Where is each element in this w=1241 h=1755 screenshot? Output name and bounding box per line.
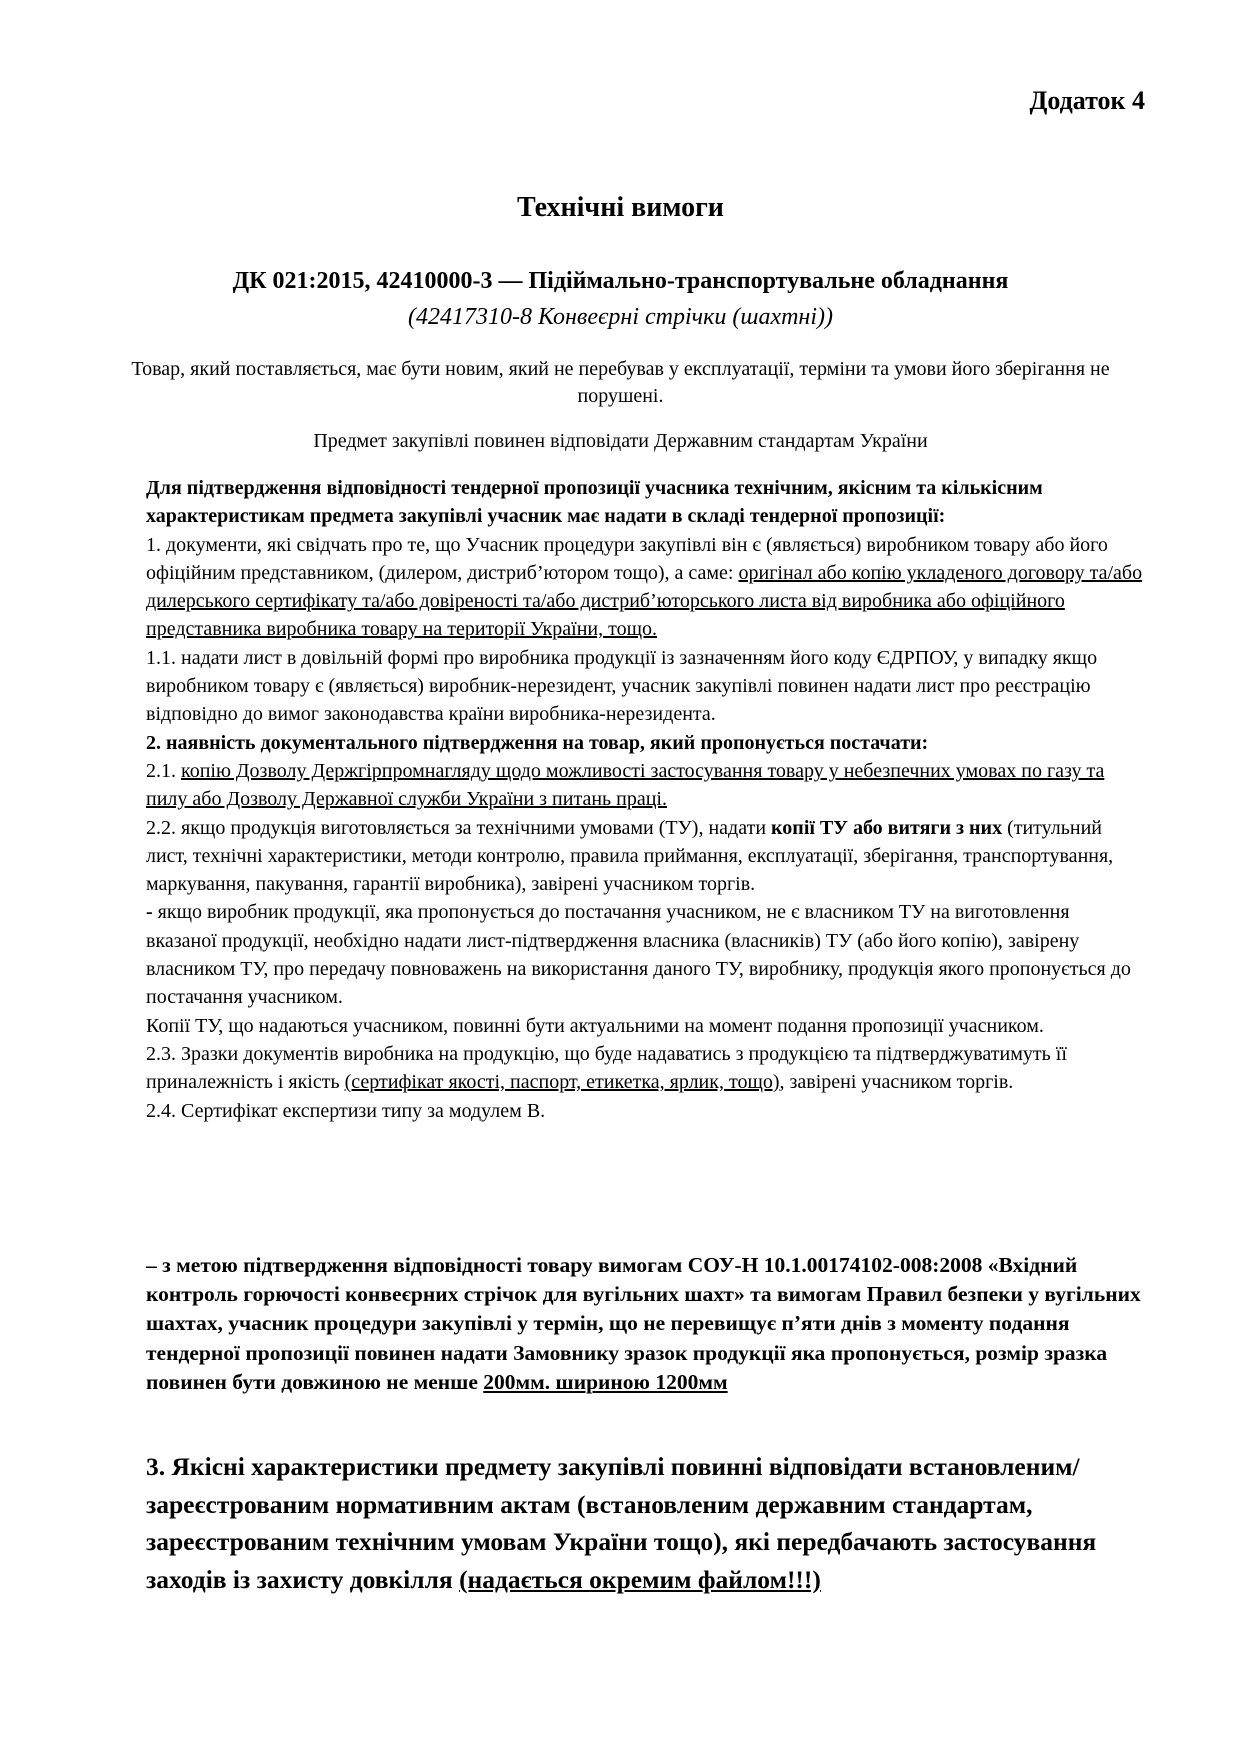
item-1-text: 1. документи, які свідчать про те, що Учасник процедури закупівлі він є (являється) виробником товару або його офіційним представником, (дилером, дистриб’ютором тощо), а саме: [146,533,1108,584]
section-lead: Для підтвердження відповідності тендерної пропозиції учасника технічним, якісним та кількісним характеристикам предмета закупівлі учасник має надати в складі тендерної пропозиції: [146,477,1043,528]
sample-size: 200мм. шириною 1200мм [483,1369,728,1394]
quality-requirement [146,1448,1145,1598]
quality-text: 3. Якісні характеристики предмету закупівлі повинні відповідати встановленим/зареєстрованим нормативним актам (встановленим державним стандартам, зареєстрованим технічним умовам України тощо), які передбачають застосування заходів із захисту довкілля [146,1452,1097,1594]
document-title: Технічні вимоги [517,192,724,223]
requirements-section [146,474,1145,1125]
item-2-4: 2.4. Сертифікат експертизи типу за модулем В. [146,1099,546,1122]
item-2-3-text: 2.3. Зразки документів виробника на продукцію, що буде надаватись з продукцією та підтверджуватимуть її приналежність і якість [146,1042,1067,1094]
item-2-2-rest: (титульний лист, технічні характеристики, методи контролю, правила приймання, експлуатації, зберігання, транспортування, маркування, пакування, гарантії виробника), завірені учасником торгів. [146,816,1114,896]
item-1 [146,531,1145,644]
item-2-1-prefix: 2.1. [146,759,181,782]
dk-subcode: (42417310-8 Конвеєрні стрічки (шахтні)) [407,304,833,330]
item-2-1-underlined: копію Дозволу Держгірпромнагляду щодо можливості застосування товару у небезпечних умовах по газу та пилу або Дозволу Державної служби України з питань праці. [146,759,1105,811]
tu-owner-note [146,898,1145,1011]
dk-code: ДК 021:2015, 42410000-3 — Підіймально-транспортувальне обладнання [232,268,1009,294]
item-2: 2. наявність документального підтвердження на товар, який пропонується постачати: [146,731,929,754]
item-2-3-rest: , завірені учасником торгів. [779,1071,1014,1094]
item-1-1: 1.1. надати лист в довільній формі про виробника продукції із зазначенням його коду ЄДРПОУ, у випадку якщо виробником товару є (являється) виробник-нерезидент, учасник закупівлі повинен надати лист про реєстрацію відповідно до вимог законодавства країни виробника-нерезидента. [146,646,1098,726]
item-2-2 [146,814,1145,899]
tu-owner-dash: - [146,901,158,924]
sample-requirement [146,1251,1145,1397]
item-2-2-text: 2.2. якщо продукція виготовляється за технічними умовами (ТУ), надати [146,816,772,839]
item-2-3 [146,1040,1145,1097]
item-2-3-underlined: (сертифікат якості, паспорт, етикетка, ярлик, тощо) [344,1071,780,1094]
appendix-label: Додаток 4 [1029,86,1145,115]
item-2-1 [146,757,1145,814]
item-2-2-bold: копії ТУ або витяги з них [771,816,1003,839]
new-goods-note: Товар, який поставляється, має бути новим, який не перебував у експлуатації, терміни та умови його зберігання не порушені. [131,358,1110,407]
tu-copies-note: Копії ТУ, що надаються учасником, повинні бути актуальними на момент подання пропозиції учасником. [146,1014,1044,1037]
standards-note: Предмет закупівлі повинен відповідати Державним стандартам України [313,430,928,452]
separate-file-note: (надається окремим файлом!!!) [459,1564,821,1594]
tu-owner-text: якщо виробник продукції, яка пропонується до постачання учасником, не є власником ТУ на виготовлення вказаної продукції, необхідно надати лист-підтвердження власника (власників) ТУ (або його копію), завірену власником ТУ, про передачу повноважень на використання даного ТУ, виробнику, продукція якого пропонується до постачання учасником. [146,901,1131,1009]
item-1-underlined: оригінал або копію укладеного договору та/або дилерського сертифікату та/або довіреності та/або дистриб’юторського листа від виробника або офіційного представника виробника товару на території України, тощо. [146,561,1143,641]
sample-requirement-text: – з метою підтвердження відповідності товару вимогам СОУ-Н 10.1.00174102-008:2008 «Вхідний контроль горючості конвеєрних стрічок для вугільних шахт» та вимогам Правил безпеки у вугільних шахтах, учасник процедури закупівлі у термін, що не перевищує п’яти днів з моменту подання тендерної пропозиції повинен надати Замовнику зразок продукції яка пропонується, розмір зразка повинен бути довжиною не менше [146,1253,1141,1394]
